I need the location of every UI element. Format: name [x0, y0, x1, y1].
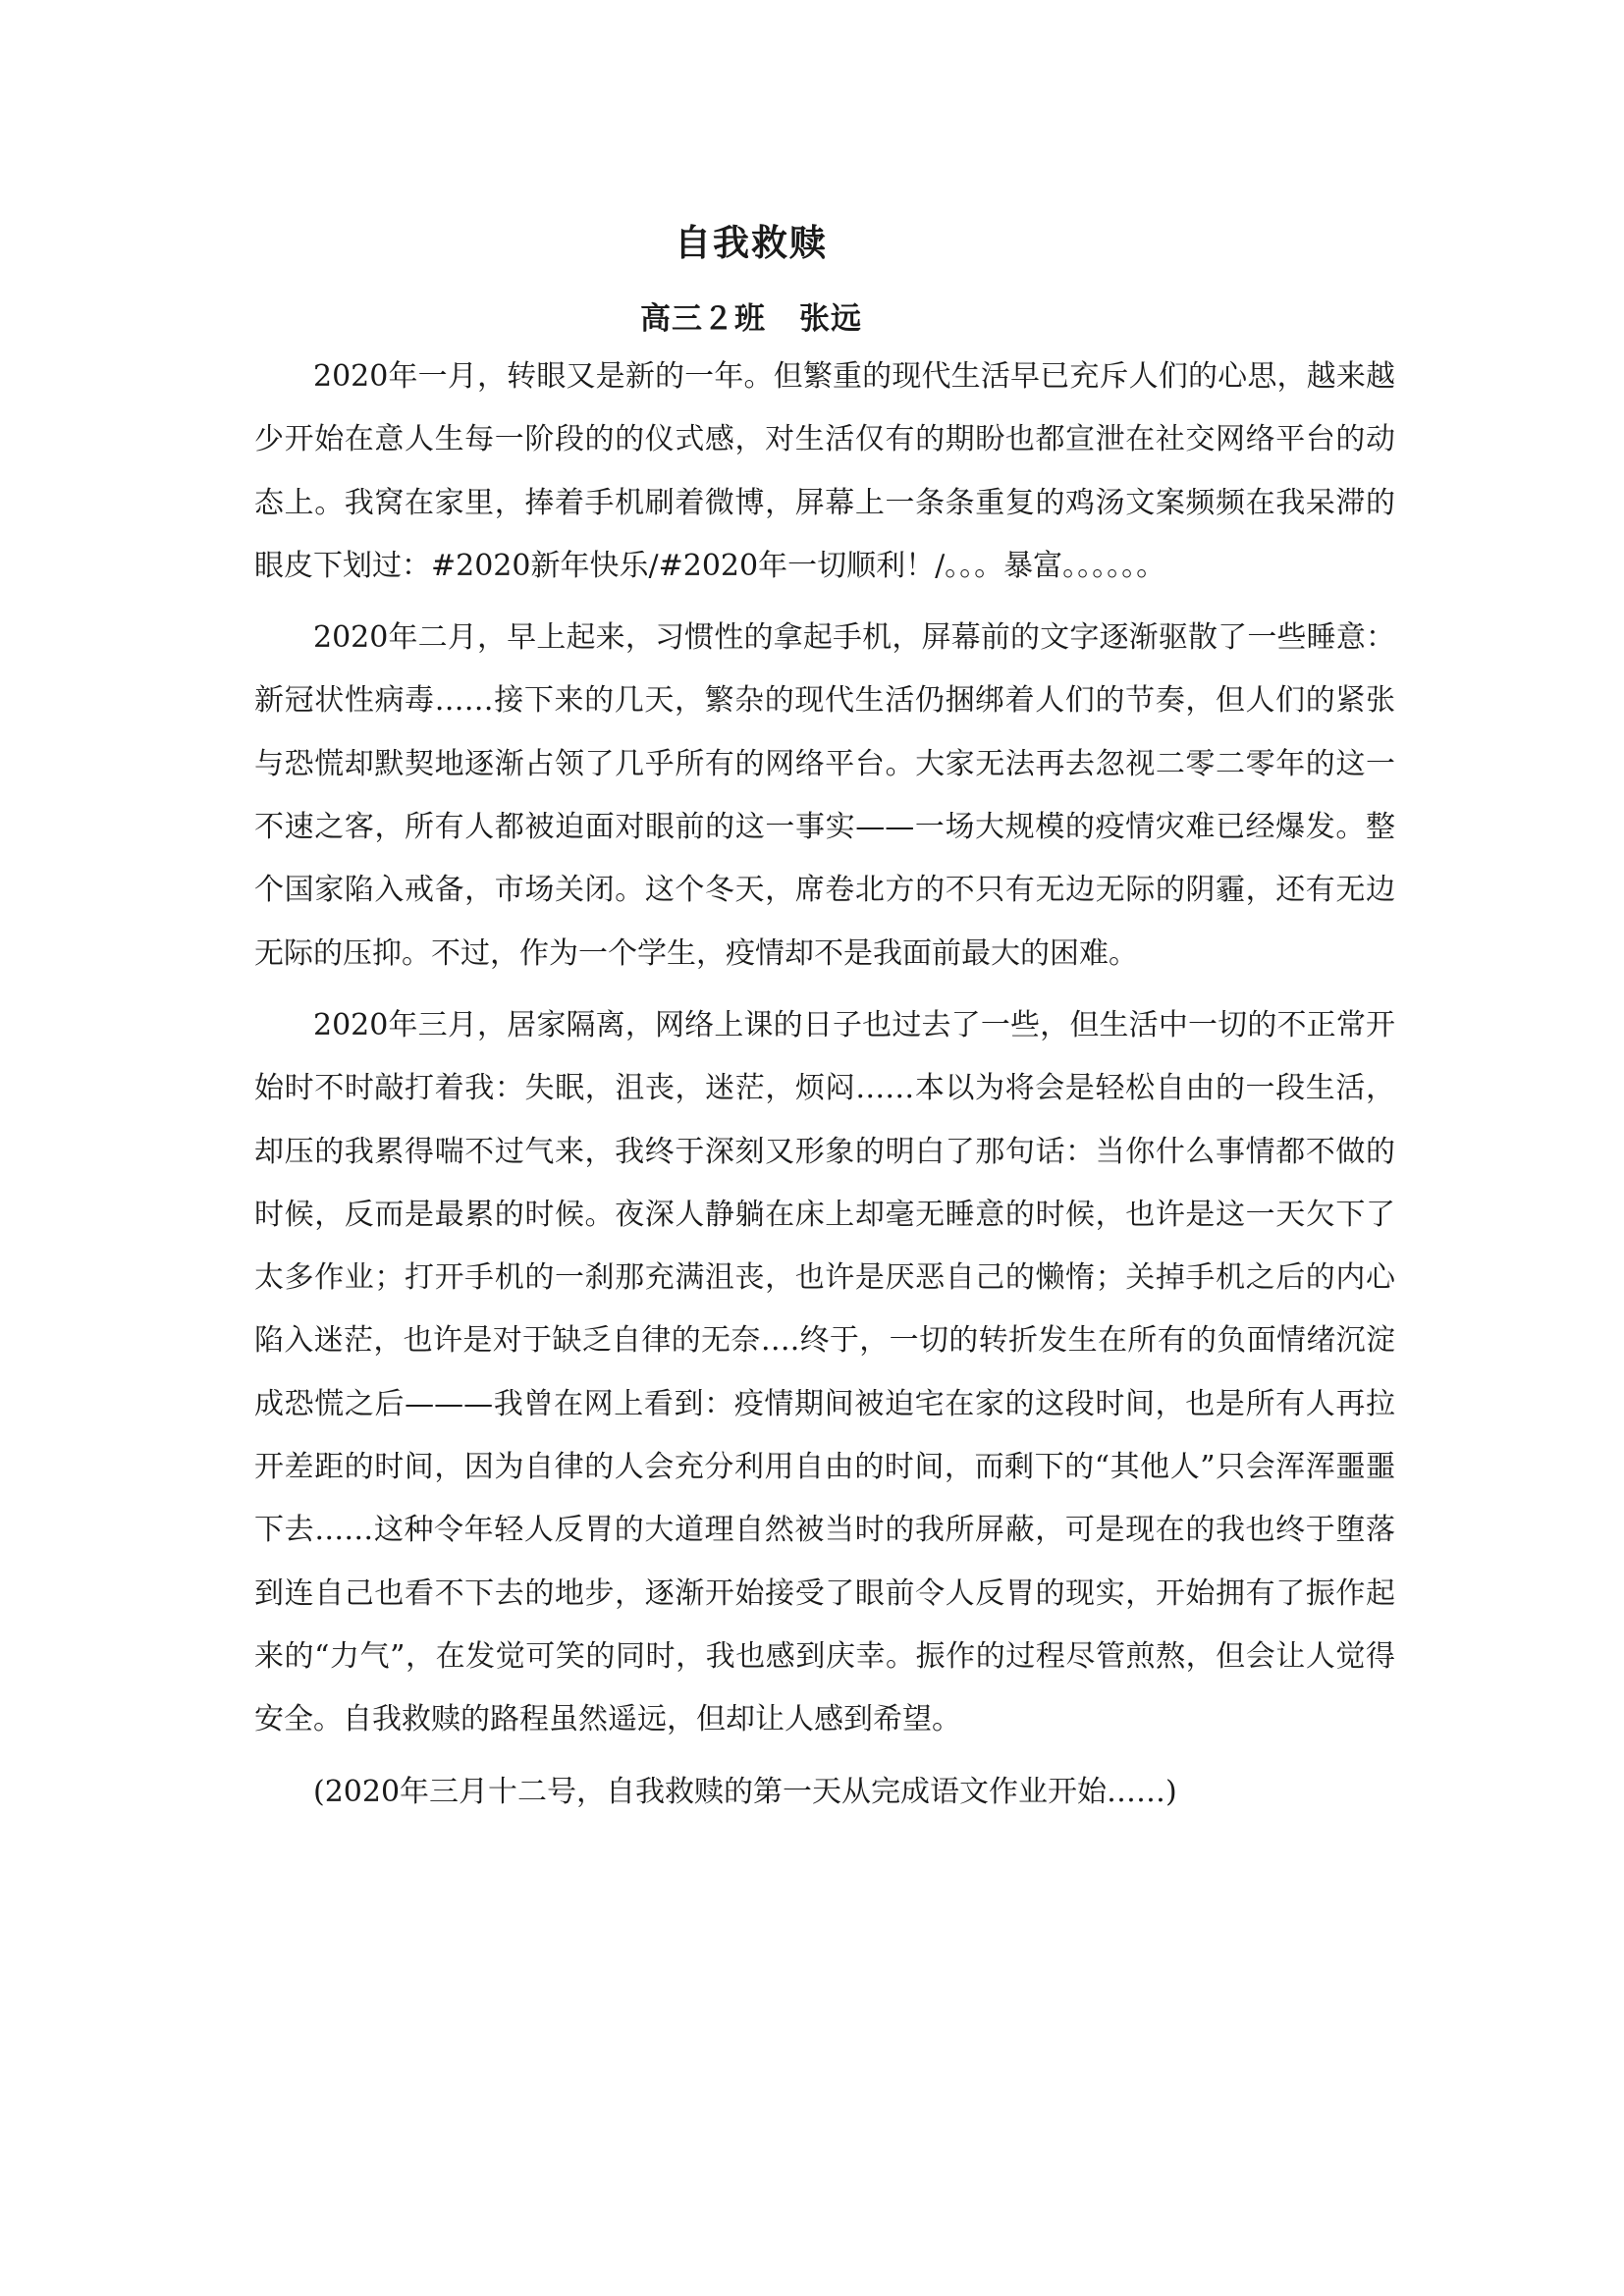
paragraph-march: 2020年三月，居家隔离，网络上课的日子也过去了一些，但生活中一切的不正常开始时不时敲打着我：失眠，沮丧，迷茫，烦闷……本以为将会是轻松自由的一段生活，却压的我累得喘不过气来，我终于深刻又形象的明白了那句话：当你什么事情都不做的时候，反而是最累的时候。夜深人静躺在床上却毫无睡意的时候，也许是这一天欠下了太多作业；打开手机的一刹那充满沮丧，也许是厌恶自己的懒惰；关掉手机之后的内心陷入迷茫，也许是对于缺乏自律的无奈….终于，一切的转折发生在所有的负面情绪沉淀成恐慌之后———我曾在网上看到：疫情期间被迫宅在家的这段时间，也是所有人再拉开差距的时间，因为自律的人会充分利用自由的时间，而剩下的“其他人”只会浑浑噩噩下去……这种令年轻人反胃的大道理自然被当时的我所屏蔽，可是现在的我也终于堕落到连自己也看不下去的地步，逐渐开始接受了眼前令人反胃的现实，开始拥有了振作起来的“力气”，在发觉可笑的同时，我也感到庆幸。振作的过程尽管煎熬，但会让人觉得安全。自我救赎的路程虽然遥远，但却让人感到希望。: [254, 1007, 1395, 1737]
paragraph-january: 2020年一月，转眼又是新的一年。但繁重的现代生活早已充斥人们的心思，越来越少开始在意人生每一阶段的的仪式感，对生活仅有的期盼也都宣泄在社交网络平台的动态上。我窝在家里，捧着手机刷着微博，屏幕上一条条重复的鸡汤文案频频在我呆滞的眼皮下划过：#2020新年快乐/#2020年一切顺利！/。。。暴富。。。。。。: [254, 359, 1395, 583]
author-class: 高三２班: [640, 301, 766, 337]
paragraph-february: 2020年二月，早上起来，习惯性的拿起手机，屏幕前的文字逐渐驱散了一些睡意：新冠状性病毒……接下来的几天，繁杂的现代生活仍捆绑着人们的节奏，但人们的紧张与恐慌却默契地逐渐占领了几乎所有的网络平台。大家无法再去忽视二零二零年的这一不速之客，所有人都被迫面对眼前的这一事实——一场大规模的疫情灾难已经爆发。整个国家陷入戒备，市场关闭。这个冬天，席卷北方的不只有无边无际的阴霾，还有无边无际的压抑。不过，作为一个学生，疫情却不是我面前最大的困难。: [254, 620, 1395, 971]
author-byline: [0, 294, 1502, 344]
closing-note: (2020年三月十二号，自我救赎的第一天从完成语文作业开始……): [313, 1774, 1177, 1809]
essay-body: [254, 346, 1395, 1833]
author-name: 张远: [799, 301, 862, 337]
document-title: 自我救赎: [675, 222, 828, 264]
